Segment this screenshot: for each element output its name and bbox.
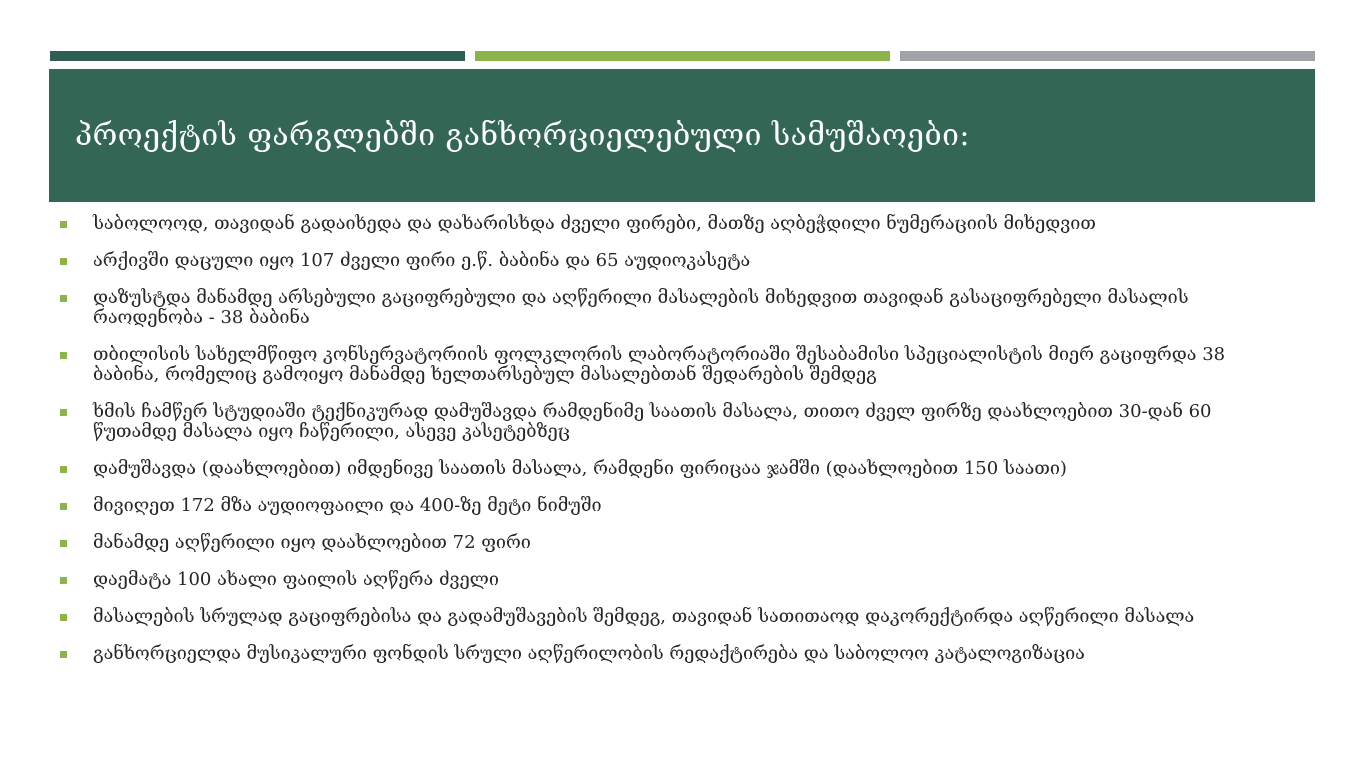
bullet-item (56, 644, 1296, 664)
square-bullet-icon (60, 540, 67, 547)
bullet-text: განხორციელდა მუსიკალური ფონდის სრული აღწერილობის რედაქტირება და საბოლოო კატალოგიზაცია (93, 643, 1085, 664)
bullet-item (56, 345, 1296, 385)
square-bullet-icon (60, 409, 67, 416)
bullet-text: არქივში დაცული იყო 107 ძველი ფირი ე.წ. ბაბინა და 65 აუდიოკასეტა (93, 250, 751, 271)
bullet-text: თბილისის სახელმწიფო კონსერვატორიის ფოლკლორის ლაბორატორიაში შესაბამისი სპეციალისტის მიერ გაციფრდა 38 ბაბინა, რომელიც გამოიყო მანამდე ხელთარსებულ მასალებთან შედარების შემდეგ (93, 344, 1226, 385)
bullet-list (56, 214, 1296, 681)
bullet-item (56, 533, 1296, 553)
bullet-item (56, 570, 1296, 590)
bullet-text: დაზუსტდა მანამდე არსებული გაციფრებული და აღწერილი მასალების მიხედვით თავიდან გასაციფრებელი მასალის რაოდენობა - 38 ბაბინა (93, 287, 1189, 328)
title-band (49, 69, 1315, 202)
square-bullet-icon (60, 577, 67, 584)
square-bullet-icon (60, 651, 67, 658)
square-bullet-icon (60, 221, 67, 228)
bullet-item (56, 607, 1296, 627)
square-bullet-icon (60, 466, 67, 473)
bullet-item (56, 288, 1296, 328)
bullet-item (56, 496, 1296, 516)
bullet-text: საბოლოოდ, თავიდან გადაიხედა და დახარისხდა ძველი ფირები, მათზე აღბეჭდილი ნუმერაციის მიხედვით (93, 213, 1096, 234)
square-bullet-icon (60, 352, 67, 359)
bullet-item (56, 251, 1296, 271)
accent-bar-gray (900, 51, 1315, 61)
square-bullet-icon (60, 295, 67, 302)
bullet-item (56, 402, 1296, 442)
square-bullet-icon (60, 503, 67, 510)
bullet-text: ხმის ჩამწერ სტუდიაში ტექნიკურად დამუშავდა რამდენიმე საათის მასალა, თითო ძველ ფირზე დაახლოებით 30-დან 60 წუთამდე მასალა იყო ჩაწერილი, ასევე კასეტებზეც (93, 401, 1212, 442)
square-bullet-icon (60, 258, 67, 265)
bullet-item (56, 459, 1296, 479)
bullet-text: მივიღეთ 172 მზა აუდიოფაილი და 400-ზე მეტი ნიმუში (93, 495, 602, 516)
accent-bar-light-green (475, 51, 890, 61)
bullet-item (56, 214, 1296, 234)
accent-bar-dark-green (50, 51, 465, 61)
slide-title: პროექტის ფარგლებში განხორციელებული სამუშაოები: (75, 117, 971, 153)
bullet-text: დამუშავდა (დაახლოებით) იმდენივე საათის მასალა, რამდენი ფირიცაა ჯამში (დაახლოებით 150 საათი) (93, 458, 1067, 479)
bullet-text: მანამდე აღწერილი იყო დაახლოებით 72 ფირი (93, 532, 531, 553)
square-bullet-icon (60, 614, 67, 621)
bullet-text: დაემატა 100 ახალი ფაილის აღწერა ძველი (93, 569, 499, 590)
bullet-text: მასალების სრულად გაციფრებისა და გადამუშავების შემდეგ, თავიდან სათითაოდ დაკორექტირდა აღწერილი მასალა (93, 606, 1195, 627)
